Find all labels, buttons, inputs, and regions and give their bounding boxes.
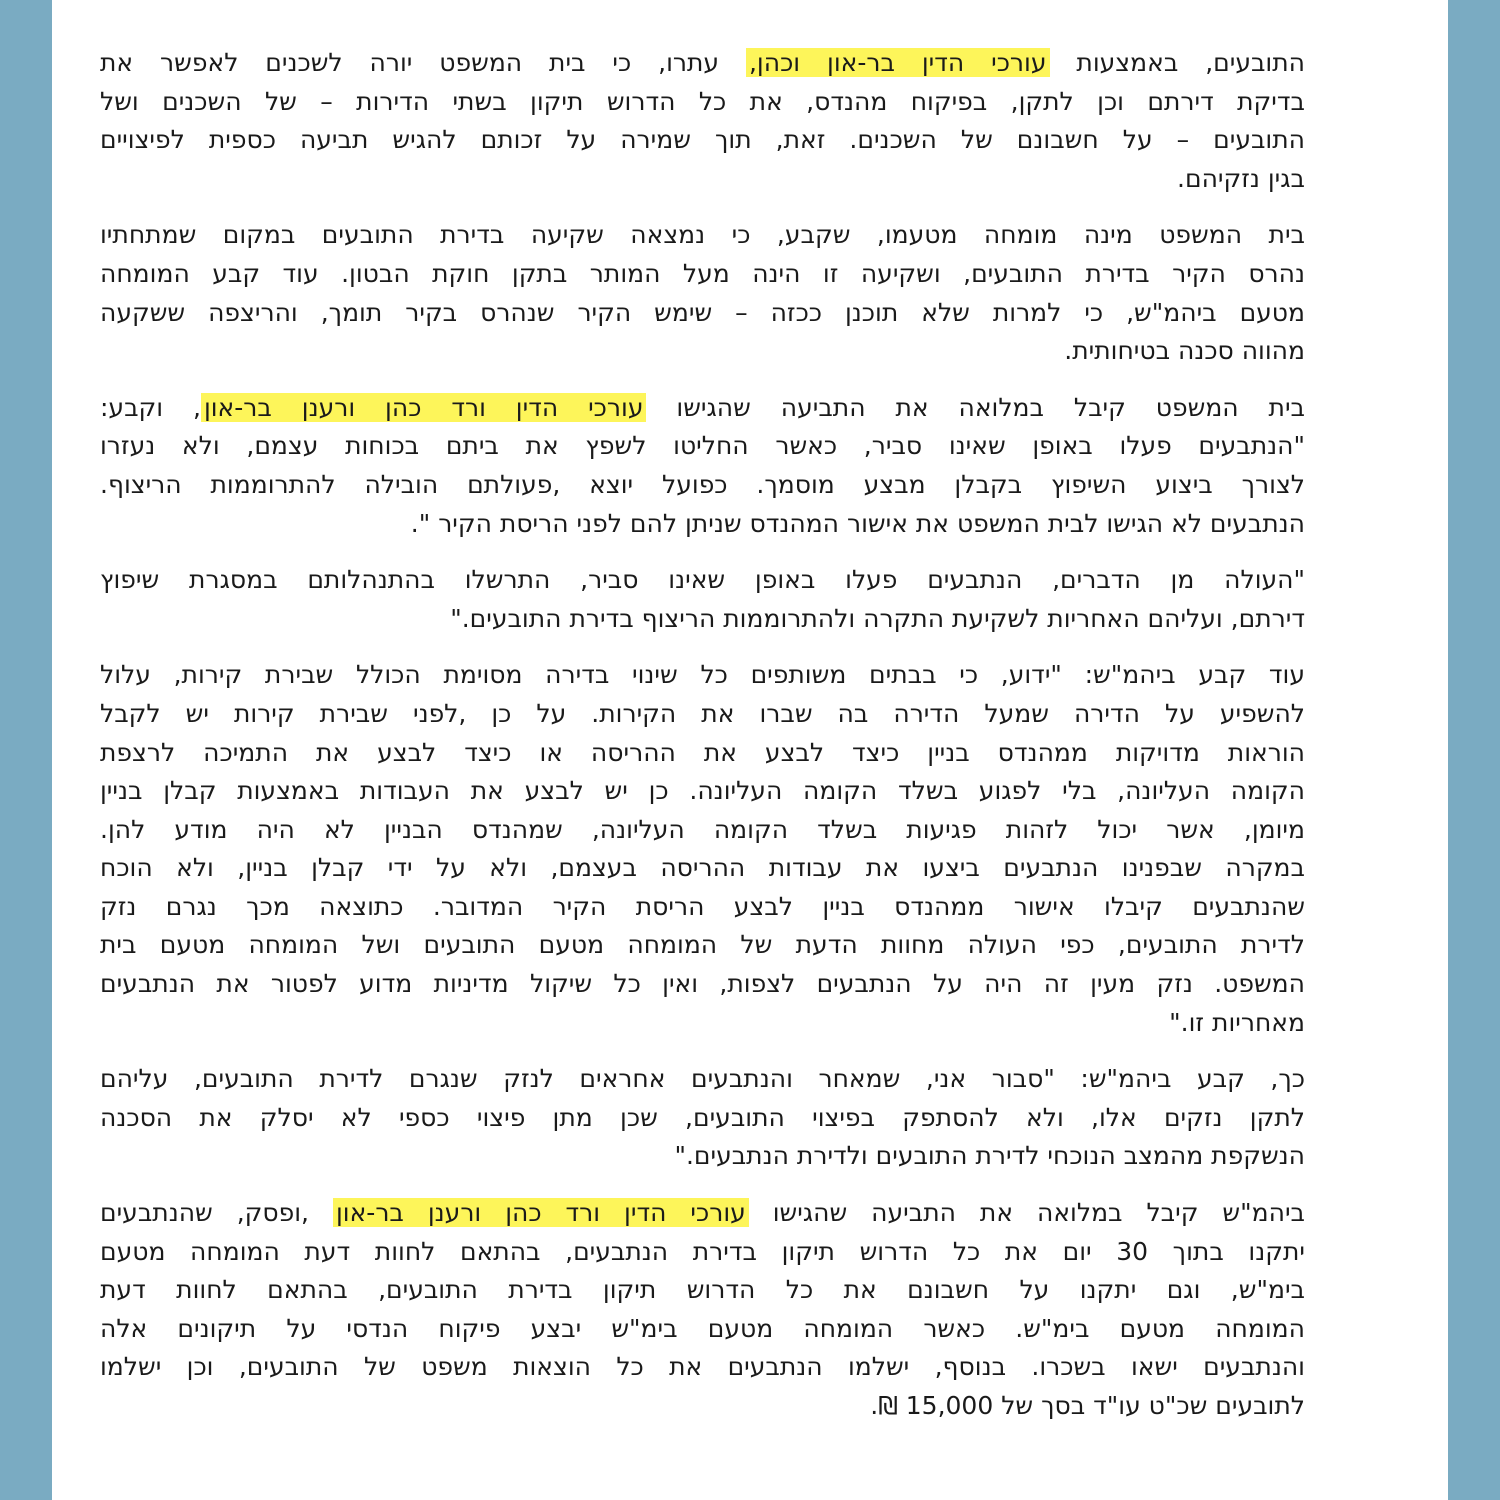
- text-line: [100, 811, 1305, 850]
- paragraph: [100, 561, 1305, 638]
- text-segment: "הנתבעים פעלו באופן שאינו סביר, כאשר החליטו לשפץ את ביתם בכוחות עצמם, ולא נעזרו: [100, 431, 1305, 461]
- text-line: [100, 160, 1305, 199]
- text-line: [100, 849, 1305, 888]
- text-line: [100, 427, 1305, 466]
- text-line: [100, 1271, 1305, 1310]
- text-line: [100, 1060, 1305, 1099]
- text-line: [100, 1348, 1305, 1387]
- text-line: [100, 294, 1305, 333]
- text-line: [100, 121, 1305, 160]
- text-segment: עתרו, כי בית המשפט יורה לשכנים לאפשר את: [100, 48, 746, 77]
- text-segment: לתקן נזקים אלו, ולא להסתפק בפיצוי התובעים, שכן מתן פיצוי כספי לא יסלק את הסכנה: [100, 1102, 1305, 1132]
- text-segment: הוראות מדויקות ממהנדס בניין כיצד לבצע את ההריסה או כיצד לבצע את התמיכה לרצפת: [100, 737, 1305, 767]
- text-segment: הקומה העליונה, בלי לפגוע בשלד הקומה העליונה. כן יש לבצע את העבודות באמצעות קבלן בניין: [100, 776, 1305, 806]
- document-body: [100, 44, 1305, 1444]
- paragraph: [100, 656, 1305, 1042]
- document-page: [52, 0, 1448, 1500]
- highlighted-lawyer-names: עורכי הדין ורד כהן ורענן בר-און: [333, 1198, 749, 1227]
- paragraph: [100, 1060, 1305, 1176]
- text-line: [100, 561, 1305, 600]
- text-line: [100, 466, 1305, 505]
- text-segment: כך, קבע ביהמ"ש: "סבור אני, שמאחר והנתבעים אחראים לנזק שנגרם לדירת התובעים, עליהם: [100, 1064, 1305, 1094]
- text-segment: מאחריות זו.": [1169, 1007, 1305, 1037]
- text-line: [100, 255, 1305, 294]
- text-segment: והנתבעים ישאו בשכרו. בנוסף, ישלמו הנתבעים את כל הוצאות משפט של התובעים, וכן ישלמו: [100, 1352, 1305, 1382]
- text-line: [100, 926, 1305, 965]
- text-line: [100, 734, 1305, 773]
- text-segment: התובעים – על חשבונם של השכנים. זאת, תוך שמירה על זכותם להגיש תביעה כספית לפיצויים: [100, 125, 1305, 155]
- text-segment: במקרה שבפנינו הנתבעים ביצעו את עבודות ההריסה בעצמם, ולא על ידי קבלן בניין, ולא הוכח: [100, 853, 1305, 883]
- paragraph: [100, 389, 1305, 543]
- paragraph: [100, 44, 1305, 198]
- text-segment: מיומן, אשר יכול לזהות פגיעות בשלד הקומה העליונה, שמהנדס הבניין לא היה מודע להן.: [100, 814, 1305, 844]
- text-line: [100, 1194, 1305, 1233]
- text-line: [100, 332, 1305, 371]
- text-line: [100, 1387, 1305, 1426]
- text-segment: עוד קבע ביהמ"ש: "ידוע, כי בבתים משותפים כל שינוי בדירה מסוימת הכולל שבירת קירות, עלול: [100, 660, 1305, 690]
- text-segment: נהרס הקיר בדירת התובעים, ושקיעה זו הינה מעל המותר בתקן חוקת הבטון. עוד קבע המומחה: [100, 258, 1305, 288]
- paragraph: [100, 1194, 1305, 1426]
- text-segment: מטעם ביהמ"ש, כי למרות שלא תוכנן ככזה – שימש הקיר שנהרס בקיר תומך, והריצפה ששקעה: [100, 297, 1305, 327]
- text-line: [100, 1099, 1305, 1138]
- text-segment: הנתבעים לא הגישו לבית המשפט את אישור המהנדס שניתן להם לפני הריסת הקיר ".: [410, 508, 1305, 538]
- text-segment: בימ"ש, וגם יתקנו על חשבונם את כל הדרוש תיקון בדירת התובעים, בהתאם לחוות דעת: [100, 1275, 1305, 1305]
- text-line: [100, 44, 1305, 83]
- text-segment: מהווה סכנה בטיחותית.: [1064, 336, 1305, 366]
- text-segment: , וקבע:: [100, 392, 201, 422]
- text-segment: בדיקת דירתם וכן לתקן, בפיקוח מהנדס, את כל הדרוש תיקון בשתי הדירות – של השכנים ושל: [100, 86, 1305, 116]
- text-line: [100, 505, 1305, 544]
- text-segment: להשפיע על הדירה שמעל הדירה בה שברו את הקירות. על כן ,לפני שבירת קירות יש לקבל: [100, 698, 1305, 728]
- text-segment: בגין נזקיהם.: [1177, 163, 1305, 193]
- text-segment: "העולה מן הדברים, הנתבעים פעלו באופן שאינו סביר, התרשלו בהתנהלותם במסגרת שיפוץ: [100, 565, 1305, 595]
- text-segment: לצורך ביצוע השיפוץ בקבלן מבצע מוסמך. כפועל יוצא ,פעולתם הובילה להתרוממות הריצוף.: [100, 469, 1305, 499]
- text-segment: המשפט. נזק מעין זה היה על הנתבעים לצפות, ואין כל שיקול מדיניות מדוע לפטור את הנתבעים: [100, 969, 1305, 999]
- text-line: [100, 1233, 1305, 1272]
- text-line: [100, 600, 1305, 639]
- text-line: [100, 1004, 1305, 1043]
- text-segment: יתקנו בתוך 30 יום את כל הדרוש תיקון בדירת הנתבעים, בהתאם לחוות דעת המומחה מטעם: [100, 1236, 1305, 1266]
- text-line: [100, 83, 1305, 122]
- text-segment: לתובעים שכ"ט עו"ד בסך של 15,000 ₪.: [870, 1391, 1305, 1420]
- text-segment: ,ופסק, שהנתבעים: [100, 1198, 333, 1228]
- text-segment: לדירת התובעים, כפי העולה מחוות הדעת של המומחה מטעם התובעים ושל המומחה מטעם בית: [100, 930, 1305, 960]
- text-line: [100, 888, 1305, 927]
- text-segment: בית המשפט קיבל במלואה את התביעה שהגישו: [646, 392, 1306, 422]
- paragraph: [100, 216, 1305, 370]
- text-line: [100, 1310, 1305, 1349]
- text-segment: ביהמ"ש קיבל במלואה את התביעה שהגישו: [748, 1198, 1305, 1228]
- highlighted-lawyer-names: עורכי הדין ורד כהן ורענן בר-און: [201, 393, 647, 422]
- text-segment: הנשקפת מהמצב הנוכחי לדירת התובעים ולדירת הנתבעים.": [674, 1141, 1305, 1171]
- text-line: [100, 695, 1305, 734]
- highlighted-lawyer-names: עורכי הדין בר-און וכהן,: [746, 48, 1050, 77]
- text-line: [100, 772, 1305, 811]
- text-line: [100, 656, 1305, 695]
- text-line: [100, 1137, 1305, 1176]
- text-segment: בית המשפט מינה מומחה מטעמו, שקבע, כי נמצאה שקיעה בדירת התובעים במקום שמתחתיו: [100, 220, 1305, 250]
- text-segment: שהנתבעים קיבלו אישור ממהנדס בניין לבצע הריסת הקיר המדובר. כתוצאה מכך נגרם נזק: [100, 891, 1305, 921]
- text-segment: דירתם, ועליהם האחריות לשקיעת התקרה ולהתרוממות הריצוף בדירת התובעים.": [450, 603, 1305, 633]
- text-line: [100, 389, 1305, 428]
- text-line: [100, 216, 1305, 255]
- text-segment: התובעים, באמצעות: [1049, 48, 1305, 77]
- text-line: [100, 965, 1305, 1004]
- text-segment: המומחה מטעם בימ"ש. כאשר המומחה מטעם בימ"ש יבצע פיקוח הנדסי על תיקונים אלה: [100, 1313, 1305, 1343]
